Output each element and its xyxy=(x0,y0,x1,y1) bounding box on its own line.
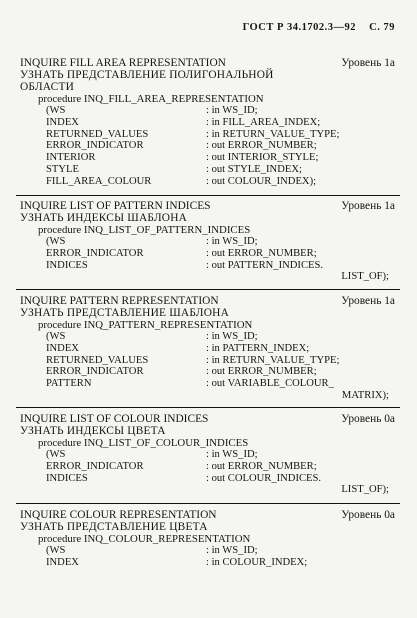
parameter-row xyxy=(20,378,395,390)
parameter-row xyxy=(20,461,395,473)
parameter-type: : in WS_ID; xyxy=(206,449,258,460)
parameter-row xyxy=(20,260,395,272)
parameter-name: INDEX xyxy=(46,116,79,128)
section-pattern-representation xyxy=(20,295,395,402)
parameter-type: : in WS_ID; xyxy=(206,331,258,342)
parameter-row xyxy=(20,164,395,176)
parameter-name: PATTERN xyxy=(46,378,92,390)
parameter-type: : in COLOUR_INDEX; xyxy=(206,556,308,568)
parameter-name: ERROR_INDICATOR xyxy=(46,247,144,259)
parameter-name: ERROR_INDICATOR xyxy=(46,366,144,378)
section-fill-area-representation xyxy=(20,57,395,188)
parameter-list xyxy=(20,331,395,390)
parameter-row xyxy=(20,545,395,557)
parameter-type: : out COLOUR_INDICES. xyxy=(206,472,322,484)
parameter-row xyxy=(20,129,395,141)
section-title: INQUIRE FILL AREA REPRESENTATION xyxy=(20,57,226,69)
parameter-type: : out PATTERN_INDICES. xyxy=(206,259,324,271)
parameter-name: STYLE xyxy=(46,163,79,175)
section-list-of-pattern-indices xyxy=(20,200,395,283)
parameter-name: RETURNED_VALUES xyxy=(46,354,149,366)
procedure-signature: procedure INQ_FILL_AREA_REPRESENTATION xyxy=(38,93,264,105)
page-number: С. 79 xyxy=(369,22,395,33)
parameter-type: : out ERROR_NUMBER; xyxy=(206,247,317,259)
parameter-row xyxy=(20,343,395,355)
parameter-type: : in PATTERN_INDEX; xyxy=(206,342,310,354)
parameter-type: : in RETURN_VALUE_TYPE; xyxy=(206,128,340,140)
section-divider xyxy=(16,289,400,290)
procedure-signature: procedure INQ_PATTERN_REPRESENTATION xyxy=(38,319,253,331)
section-level: Уровень 1а xyxy=(341,57,395,69)
parameter-type: : out ERROR_NUMBER; xyxy=(206,140,317,152)
section-subtitle: УЗНАТЬ ПРЕДСТАВЛЕНИЕ ШАБЛОНА xyxy=(20,307,229,319)
section-subtitle: УЗНАТЬ ПРЕДСТАВЛЕНИЕ ПОЛИГОНАЛЬНОЙ xyxy=(20,69,274,81)
section-subtitle: УЗНАТЬ ИНДЕКСЫ ЦВЕТА xyxy=(20,425,166,437)
section-title: INQUIRE COLOUR REPRESENTATION xyxy=(20,509,217,521)
section-level: Уровень 0а xyxy=(341,413,395,425)
parameter-list xyxy=(20,105,395,188)
section-subtitle: УЗНАТЬ ИНДЕКСЫ ШАБЛОНА xyxy=(20,212,188,224)
section-colour-representation xyxy=(20,509,395,569)
parameter-type: : out VARIABLE_COLOUR_ xyxy=(206,378,334,390)
section-title: INQUIRE PATTERN REPRESENTATION xyxy=(20,295,219,307)
parameter-row xyxy=(20,355,395,367)
parameter-type: : in FILL_AREA_INDEX; xyxy=(206,116,321,128)
procedure-signature: procedure INQ_LIST_OF_COLOUR_INDICES xyxy=(38,437,249,449)
parameter-name: INDEX xyxy=(46,342,79,354)
parameter-row xyxy=(20,557,395,569)
parameter-type: : in WS_ID; xyxy=(206,236,258,247)
parameter-row xyxy=(20,152,395,164)
section-divider xyxy=(16,407,400,408)
parameter-name: INTERIOR xyxy=(46,152,96,164)
parameter-list xyxy=(20,545,395,569)
section-list-of-colour-indices xyxy=(20,413,395,496)
parameter-type: : out STYLE_INDEX; xyxy=(206,163,302,175)
parameter-type: : out ERROR_NUMBER; xyxy=(206,366,317,378)
parameter-name: (WS xyxy=(46,331,66,342)
parameter-type: : in WS_ID; xyxy=(206,545,258,556)
section-level: Уровень 0а xyxy=(341,509,395,521)
parameter-row xyxy=(20,105,395,117)
parameter-name: INDICES xyxy=(46,259,88,271)
section-level: Уровень 1а xyxy=(341,200,395,212)
parameter-row xyxy=(20,176,395,188)
parameter-type: : in WS_ID; xyxy=(206,105,258,116)
standard-number: ГОСТ Р 34.1702.3—92 xyxy=(242,22,357,33)
section-divider xyxy=(16,503,400,504)
section-level: Уровень 1а xyxy=(341,295,395,307)
parameter-name: (WS xyxy=(46,449,66,460)
parameter-row xyxy=(20,236,395,248)
parameter-name: FILL_AREA_COLOUR xyxy=(46,175,152,187)
procedure-signature: procedure INQ_LIST_OF_PATTERN_INDICES xyxy=(38,224,251,236)
parameter-list xyxy=(20,236,395,271)
parameter-type: : out ERROR_NUMBER; xyxy=(206,460,317,472)
parameter-name: (WS xyxy=(46,105,66,116)
parameter-row xyxy=(20,140,395,152)
parameter-continuation: MATRIX); xyxy=(341,389,389,401)
parameter-row xyxy=(20,449,395,461)
parameter-list xyxy=(20,449,395,484)
parameter-type: : out COLOUR_INDEX); xyxy=(206,175,317,187)
parameter-type: : out INTERIOR_STYLE; xyxy=(206,152,319,164)
parameter-row xyxy=(20,248,395,260)
parameter-name: INDICES xyxy=(46,472,88,484)
parameter-name: (WS xyxy=(46,236,66,247)
parameter-continuation: LIST_OF); xyxy=(341,271,389,283)
parameter-name: ERROR_INDICATOR xyxy=(46,140,144,152)
section-subtitle-cont: ОБЛАСТИ xyxy=(20,81,75,93)
page-header xyxy=(233,22,395,33)
parameter-name: INDEX xyxy=(46,556,79,568)
parameter-name: (WS xyxy=(46,545,66,556)
parameter-type: : in RETURN_VALUE_TYPE; xyxy=(206,354,340,366)
section-divider xyxy=(16,195,400,196)
section-title: INQUIRE LIST OF PATTERN INDICES xyxy=(20,200,211,212)
parameter-row xyxy=(20,117,395,129)
parameter-row xyxy=(20,366,395,378)
parameter-row xyxy=(20,331,395,343)
parameter-row xyxy=(20,473,395,485)
parameter-continuation: LIST_OF); xyxy=(341,484,389,496)
parameter-name: ERROR_INDICATOR xyxy=(46,460,144,472)
procedure-signature: procedure INQ_COLOUR_REPRESENTATION xyxy=(38,533,251,545)
section-title: INQUIRE LIST OF COLOUR INDICES xyxy=(20,413,209,425)
parameter-name: RETURNED_VALUES xyxy=(46,128,149,140)
section-subtitle: УЗНАТЬ ПРЕДСТАВЛЕНИЕ ЦВЕТА xyxy=(20,521,208,533)
